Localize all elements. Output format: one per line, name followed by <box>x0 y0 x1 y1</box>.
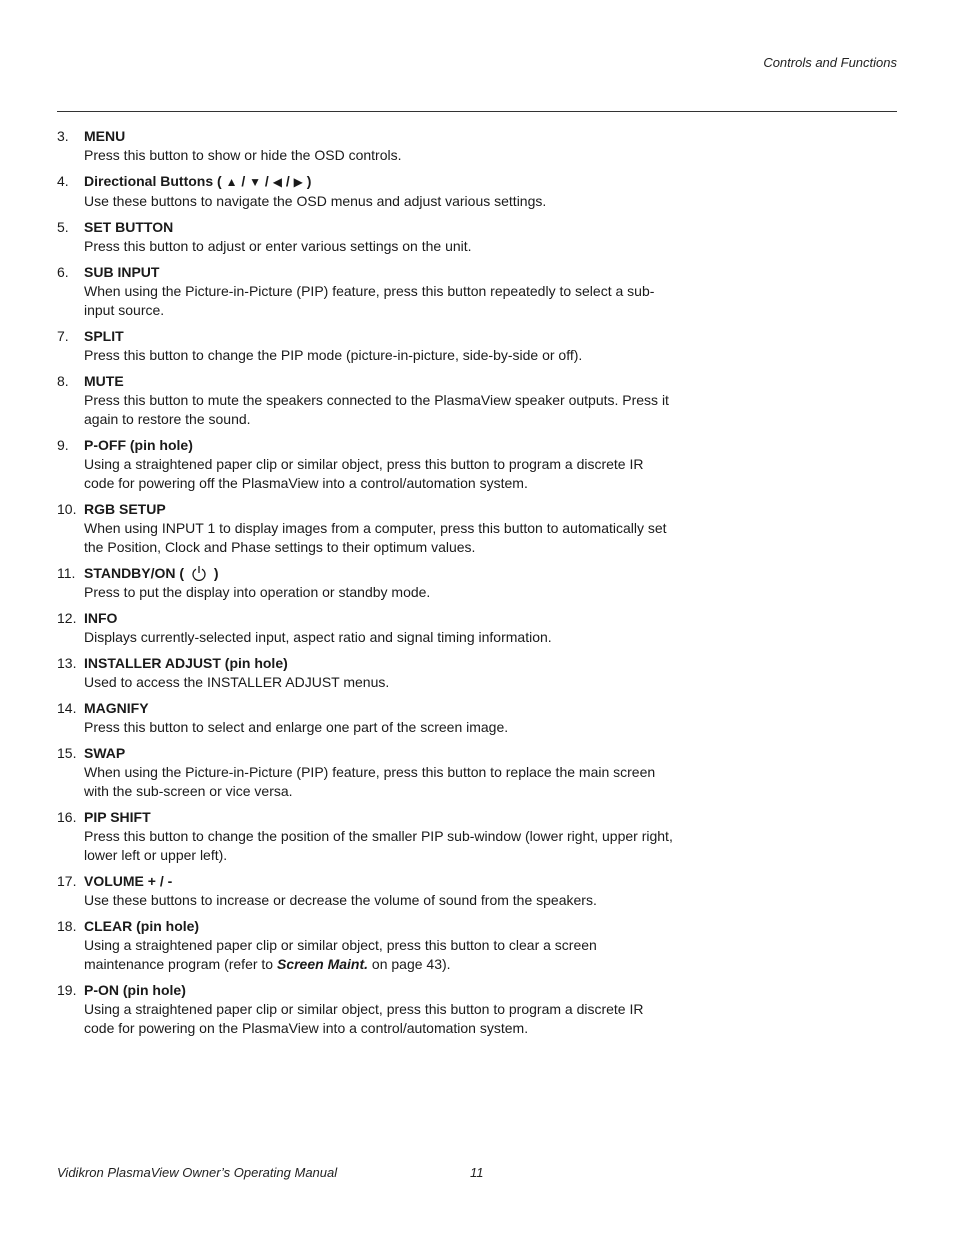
controls-list <box>57 127 677 1045</box>
item-number: 13. <box>57 655 77 671</box>
item-number: 18. <box>57 918 77 934</box>
arrow-left-icon: ◀ <box>272 175 282 189</box>
item-title: Directional Buttons ( <box>84 173 222 189</box>
list-item-directional-buttons <box>57 172 677 211</box>
running-header: Controls and Functions <box>763 55 897 70</box>
item-title: STANDBY/ON ( <box>84 565 185 581</box>
item-description: Using a straightened paper clip or similar object, press this button to program a discrete IR code for powering off the PlasmaView into a control/automation system. <box>84 456 644 491</box>
list-item-set-button <box>57 218 677 256</box>
item-title: MUTE <box>84 373 124 389</box>
item-description: Press this button to show or hide the OSD controls. <box>84 147 402 163</box>
arrow-right-icon: ▶ <box>293 175 303 189</box>
item-description: Use these buttons to navigate the OSD menus and adjust various settings. <box>84 193 547 209</box>
item-number: 14. <box>57 700 77 716</box>
item-number: 15. <box>57 745 77 761</box>
item-description: When using the Picture-in-Picture (PIP) feature, press this button repeatedly to select a sub-input source. <box>84 283 655 318</box>
item-description: Using a straightened paper clip or similar object, press this button to program a discrete IR code for powering on the PlasmaView into a control/automation system. <box>84 1001 644 1036</box>
item-description: Press to put the display into operation or standby mode. <box>84 584 431 600</box>
item-title: MAGNIFY <box>84 700 149 716</box>
item-title: SWAP <box>84 745 126 761</box>
list-item-pip-shift <box>57 808 677 865</box>
item-number: 3. <box>57 128 69 144</box>
list-item-split <box>57 327 677 365</box>
footer-manual-title: Vidikron PlasmaView Owner’s Operating Manual <box>57 1165 338 1180</box>
item-number: 11. <box>57 565 76 581</box>
item-title-line <box>84 172 677 192</box>
cross-reference: Screen Maint. <box>276 956 369 972</box>
desc-text: on page 43). <box>368 956 451 972</box>
arrow-down-icon: ▼ <box>249 175 262 189</box>
item-description: Press this button to change the PIP mode (picture-in-picture, side-by-side or off). <box>84 347 583 363</box>
item-title: MENU <box>84 128 126 144</box>
list-item-info <box>57 609 677 647</box>
power-icon <box>191 565 207 581</box>
item-description: Use these buttons to increase or decrease the volume of sound from the speakers. <box>84 892 597 908</box>
list-item-p-on <box>57 981 677 1038</box>
page-number: 11 <box>470 1165 484 1180</box>
item-number: 4. <box>57 173 69 189</box>
arrow-up-icon: ▲ <box>225 175 238 189</box>
list-item-magnify <box>57 699 677 737</box>
item-title: CLEAR (pin hole) <box>84 918 200 934</box>
item-description: Press this button to select and enlarge one part of the screen image. <box>84 719 509 735</box>
desc-text: Using a straightened paper clip or similar object, press this button to clear a screen maintenance program (refer to <box>84 937 597 972</box>
item-title: INSTALLER ADJUST (pin hole) <box>84 655 288 671</box>
item-number: 7. <box>57 328 69 344</box>
item-description <box>84 936 677 974</box>
separator: / <box>264 173 269 189</box>
list-item-volume <box>57 872 677 910</box>
item-title: PIP SHIFT <box>84 809 151 825</box>
separator: / <box>241 173 246 189</box>
item-description: When using INPUT 1 to display images from a computer, press this button to automatically set the Position, Clock and Phase settings to their optimum values. <box>84 520 667 555</box>
title-close: ) <box>213 565 219 581</box>
separator: / <box>285 173 290 189</box>
item-description: Press this button to mute the speakers connected to the PlasmaView speaker outputs. Press it again to restore the sound. <box>84 392 669 427</box>
item-title: RGB SETUP <box>84 501 166 517</box>
item-number: 8. <box>57 373 69 389</box>
list-item-rgb-setup <box>57 500 677 557</box>
item-title: P-OFF (pin hole) <box>84 437 193 453</box>
item-number: 5. <box>57 219 69 235</box>
item-number: 12. <box>57 610 77 626</box>
list-item-sub-input <box>57 263 677 320</box>
list-item-p-off <box>57 436 677 493</box>
list-item-swap <box>57 744 677 801</box>
list-item-installer-adjust <box>57 654 677 692</box>
item-description: Used to access the INSTALLER ADJUST menus. <box>84 674 390 690</box>
item-title: P-ON (pin hole) <box>84 982 186 998</box>
list-item-standby-on <box>57 564 677 602</box>
item-title: SET BUTTON <box>84 219 174 235</box>
item-description: Press this button to adjust or enter various settings on the unit. <box>84 238 472 254</box>
header-rule <box>57 111 897 112</box>
item-number: 6. <box>57 264 69 280</box>
item-number: 9. <box>57 437 69 453</box>
list-item-clear <box>57 917 677 974</box>
item-number: 10. <box>57 501 77 517</box>
list-item-menu <box>57 127 677 165</box>
item-description: When using the Picture-in-Picture (PIP) feature, press this button to replace the main screen with the sub-screen or vice versa. <box>84 764 656 799</box>
item-description: Press this button to change the position of the smaller PIP sub-window (lower right, upper right, lower left or upper left). <box>84 828 673 863</box>
item-title: VOLUME + / - <box>84 873 173 889</box>
title-close: ) <box>306 173 312 189</box>
item-description: Displays currently-selected input, aspect ratio and signal timing information. <box>84 629 552 645</box>
item-number: 16. <box>57 809 77 825</box>
item-title: SUB INPUT <box>84 264 160 280</box>
item-number: 19. <box>57 982 77 998</box>
item-number: 17. <box>57 873 77 889</box>
item-title-line <box>84 564 677 583</box>
list-item-mute <box>57 372 677 429</box>
item-title: INFO <box>84 610 118 626</box>
item-title: SPLIT <box>84 328 124 344</box>
